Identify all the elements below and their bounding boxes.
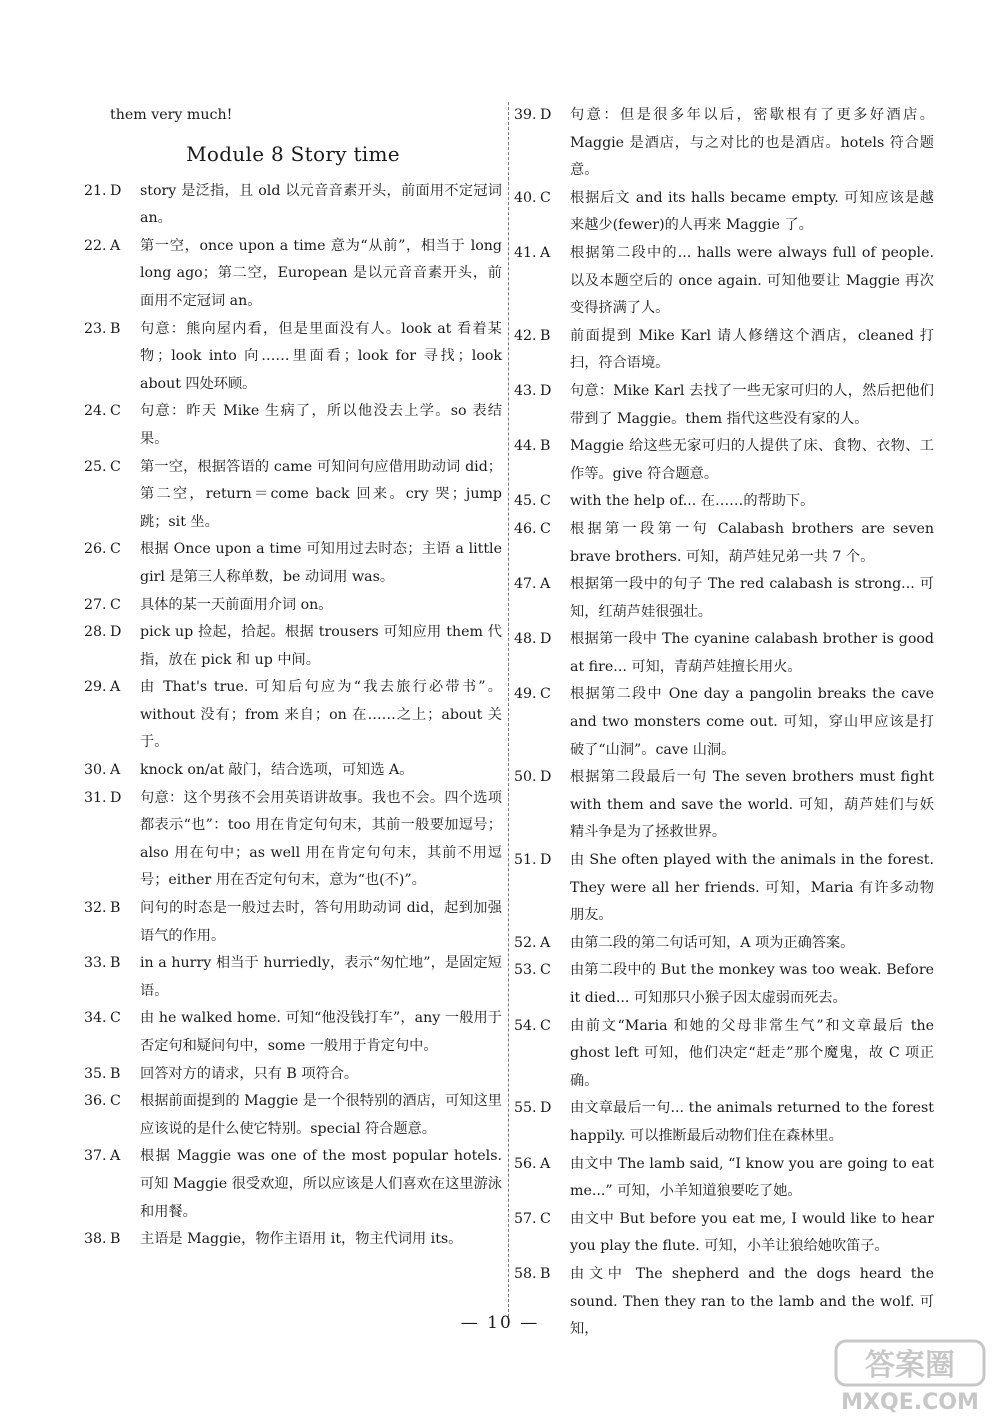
question-number: 27. xyxy=(84,596,107,613)
question-number: 24. xyxy=(84,403,107,420)
answer-item xyxy=(514,1151,934,1206)
answer-item xyxy=(84,785,502,895)
answer-letter: B xyxy=(110,320,121,337)
explanation-text: 主语是 Maggie，物作主语用 it，物主代词用 its。 xyxy=(140,1231,463,1248)
answer-item xyxy=(84,398,502,453)
answer-item xyxy=(84,1226,502,1254)
explanation-text: 句意：但是很多年以后，密歇根有了更多好酒店。Maggie 是酒店，与之对比的也是酒店。hotels 符合题意。 xyxy=(570,107,934,179)
explanation-text: 根据后文 and its halls became empty. 可知应该是越来越少(fewer)的人再来 Maggie 了。 xyxy=(570,189,934,234)
answer-letter: C xyxy=(540,189,551,206)
explanation-text: 根据第二段中的... halls were always full of people. 以及本题空后的 once again. 可知他要让 Maggie 再次变得挤满了人。 xyxy=(570,244,934,317)
question-number: 41. xyxy=(514,244,537,261)
answer-letter: D xyxy=(110,182,122,199)
answer-item xyxy=(84,1088,502,1143)
question-number: 33. xyxy=(84,955,107,972)
explanation-text: 由文中 The lamb said, “I know you are going to eat me...” 可知，小羊知道狼要吃了她。 xyxy=(570,1155,934,1200)
answer-letter: C xyxy=(110,1093,121,1110)
answer-letter: C xyxy=(540,493,551,510)
answer-item xyxy=(84,536,502,591)
question-number: 50. xyxy=(514,769,537,786)
explanation-text: 句意：熊向屋内看，但是里面没有人。look at 看着某物；look into 向……里面看；look for 寻找；look about 四处环顾。 xyxy=(140,320,502,392)
question-number: 54. xyxy=(514,1017,537,1034)
page-number: — 10 — xyxy=(460,1313,540,1333)
answer-letter: A xyxy=(110,679,121,696)
answer-item xyxy=(84,757,502,785)
answer-letter: C xyxy=(110,403,121,420)
explanation-text: 前面提到 Mike Karl 请人修缮这个酒店，cleaned 打扫，符合语境。 xyxy=(570,327,934,372)
answer-item xyxy=(84,674,502,757)
answer-letter: B xyxy=(110,1231,121,1248)
answer-letter: D xyxy=(110,624,122,641)
explanation-text: 由 That's true. 可知后句应为“我去旅行必带书”。without 没有；from 来自；on 在……之上；about 关于。 xyxy=(140,679,502,751)
answer-letter: D xyxy=(540,631,552,648)
answer-letter: B xyxy=(540,1265,551,1282)
explanation-text: pick up 捡起，拾起。根据 trousers 可知应用 them 代指，放在 pick 和 up 中间。 xyxy=(140,624,502,668)
question-number: 34. xyxy=(84,1010,107,1027)
answer-letter: C xyxy=(540,962,551,979)
answer-letter: A xyxy=(110,1148,121,1165)
answer-item xyxy=(84,1061,502,1089)
answer-letter: C xyxy=(540,1210,551,1227)
right-column xyxy=(514,102,934,1344)
answer-item xyxy=(514,957,934,1012)
explanation-text: story 是泛指，且 old 以元音音素开头，前面用不定冠词 an。 xyxy=(140,182,502,227)
question-number: 25. xyxy=(84,458,107,475)
right-answer-list xyxy=(514,102,934,1344)
answer-item xyxy=(514,681,934,764)
answer-item xyxy=(84,1143,502,1226)
question-number: 23. xyxy=(84,320,107,337)
continuation-text: them very much! xyxy=(110,107,233,123)
explanation-text: 由前文“Maria 和她的父母非常生气”和文章最后 the ghost left 可知，他们决定“赶走”那个魔鬼，故 C 项正确。 xyxy=(570,1017,934,1089)
question-number: 28. xyxy=(84,624,107,641)
explanation-text: 根据第二段中 One day a pangolin breaks the cave and two monsters come out. 可知，穿山甲应该是打破了“山洞”。cave 山洞。 xyxy=(570,686,934,758)
answer-letter: D xyxy=(540,852,552,869)
question-number: 55. xyxy=(514,1100,537,1117)
explanation-text: Maggie 给这些无家可归的人提供了床、食物、衣物、工作等。give 符合题意。 xyxy=(570,438,934,482)
question-number: 44. xyxy=(514,438,537,455)
question-number: 51. xyxy=(514,852,537,869)
answer-item xyxy=(84,454,502,537)
explanation-text: 根据第一段中 The cyanine calabash brother is good at fire... 可知，青葫芦娃擅长用火。 xyxy=(570,631,934,675)
answer-letter: D xyxy=(540,107,552,123)
answer-item xyxy=(84,1005,502,1060)
explanation-text: 由文中 But before you eat me, I would like to hear you play the flute. 可知，小羊让狼给她吹笛子。 xyxy=(570,1210,934,1255)
watermark-logo-icon xyxy=(830,1337,990,1417)
explanation-text: 句意：昨天 Mike 生病了，所以他没去上学。so 表结果。 xyxy=(140,403,502,447)
answer-letter: C xyxy=(110,458,121,475)
question-number: 29. xyxy=(84,679,107,696)
question-number: 22. xyxy=(84,237,107,254)
question-number: 30. xyxy=(84,762,107,779)
answer-item xyxy=(84,619,502,674)
explanation-text: 由第二段的第二句话可知，A 项为正确答案。 xyxy=(570,934,855,951)
question-number: 56. xyxy=(514,1155,537,1172)
answer-letter: B xyxy=(540,327,551,344)
question-number: 38. xyxy=(84,1231,107,1248)
explanation-text: 根据第一段第一句 Calabash brothers are seven brave brothers. 可知，葫芦娃兄弟一共 7 个。 xyxy=(570,520,934,565)
explanation-text: 句意：这个男孩不会用英语讲故事。我也不会。四个选项都表示“也”：too 用在肯定句句末，其前一般要加逗号；also 用在句中；as well 用在肯定句句末，其前不用逗号；either 用在否定句句末，意为“也(不)”。 xyxy=(140,789,502,889)
question-number: 36. xyxy=(84,1093,107,1110)
explanation-text: in a hurry 相当于 hurriedly，表示“匆忙地”，是固定短语。 xyxy=(140,955,502,999)
explanation-text: 由文章最后一句... the animals returned to the forest happily. 可以推断最后动物们住在森林里。 xyxy=(570,1100,934,1144)
answer-letter: D xyxy=(540,769,552,786)
question-number: 35. xyxy=(84,1065,107,1082)
explanation-text: 由第二段中的 But the monkey was too weak. Before it died... 可知那只小猴子因太虚弱而死去。 xyxy=(570,962,934,1006)
answer-letter: B xyxy=(110,1065,121,1082)
answer-letter: A xyxy=(540,1155,551,1172)
answer-letter: D xyxy=(110,789,122,806)
answer-item xyxy=(84,895,502,950)
answer-item xyxy=(514,488,934,516)
explanation-text: 根据前面提到的 Maggie 是一个很特别的酒店，可知这里应该说的是什么使它特别。special 符合题意。 xyxy=(140,1093,502,1137)
question-number: 45. xyxy=(514,493,537,510)
watermark-bottom-text: MXQE.COM xyxy=(841,1390,979,1415)
question-number: 43. xyxy=(514,382,537,399)
question-number: 39. xyxy=(514,107,537,123)
answer-item xyxy=(514,433,934,488)
explanation-text: 根据 Once upon a time 可知用过去时态；主语 a little girl 是第三人称单数，be 动词用 was。 xyxy=(140,541,502,585)
answer-item xyxy=(514,185,934,240)
explanation-text: 第一空，根据答语的 came 可知问句应借用助动词 did；第二空，return＝come back 回来。cry 哭；jump 跳；sit 坐。 xyxy=(140,458,502,530)
answer-item xyxy=(514,930,934,958)
explanation-text: 句意：Mike Karl 去找了一些无家可归的人，然后把他们带到了 Maggie。them 指代这些没有家的人。 xyxy=(570,382,934,427)
answer-letter: C xyxy=(540,1017,551,1034)
question-number: 57. xyxy=(514,1210,537,1227)
explanation-text: with the help of... 在……的帮助下。 xyxy=(570,493,815,510)
answer-item xyxy=(84,178,502,233)
answer-letter: A xyxy=(110,237,121,254)
answer-letter: C xyxy=(110,596,121,613)
answer-item xyxy=(514,847,934,930)
answer-item xyxy=(84,950,502,1005)
answer-item xyxy=(514,1095,934,1150)
answer-item xyxy=(514,764,934,847)
answer-letter: D xyxy=(540,382,552,399)
explanation-text: 具体的某一天前面用介词 on。 xyxy=(140,596,333,613)
answer-item xyxy=(514,571,934,626)
answer-item xyxy=(84,233,502,316)
watermark-top-text: 答案圈 xyxy=(865,1348,955,1383)
question-number: 42. xyxy=(514,327,537,344)
explanation-text: 由 She often played with the animals in the forest. They were all her friends. 可知，Maria 有许多动物朋友。 xyxy=(570,852,934,924)
answer-item xyxy=(514,240,934,323)
question-number: 58. xyxy=(514,1265,537,1282)
explanation-text: 根据第一段中的句子 The red calabash is strong... 可知，红葫芦娃很强壮。 xyxy=(570,576,934,620)
answer-item xyxy=(514,102,934,185)
answer-letter: B xyxy=(540,438,551,455)
answer-letter: C xyxy=(540,686,551,703)
answer-item xyxy=(514,1206,934,1261)
answer-letter: C xyxy=(110,541,121,558)
question-number: 52. xyxy=(514,934,537,951)
explanation-text: 根据第二段最后一句 The seven brothers must fight with them and save the world. 可知，葫芦娃们与妖精斗争是为了拯救世界。 xyxy=(570,769,934,841)
answer-item xyxy=(84,316,502,399)
explanation-text: 由文中 The shepherd and the dogs heard the sound. Then they ran to the lamb and the wolf. 可知， xyxy=(570,1265,934,1338)
answer-letter: D xyxy=(540,1100,552,1117)
answer-item xyxy=(514,1013,934,1096)
left-column xyxy=(84,102,502,1254)
question-number: 21. xyxy=(84,182,107,199)
question-number: 32. xyxy=(84,900,107,917)
module-title: Module 8 Story time xyxy=(186,141,400,166)
answer-item xyxy=(514,323,934,378)
answer-letter: B xyxy=(110,900,121,917)
answer-letter: B xyxy=(110,955,121,972)
explanation-text: 回答对方的请求，只有 B 项符合。 xyxy=(140,1065,359,1082)
explanation-text: 由 he walked home. 可知“他没钱打车”，any 一般用于否定句和疑问句中，some 一般用于肯定句中。 xyxy=(140,1010,502,1054)
answer-item xyxy=(84,592,502,620)
explanation-text: 第一空，once upon a time 意为“从前”，相当于 long long ago；第二空，European 是以元音音素开头，前面用不定冠词 an。 xyxy=(140,237,502,309)
explanation-text: knock on/at 敲门，结合选项，可知选 A。 xyxy=(140,762,414,779)
answer-item xyxy=(514,378,934,433)
question-number: 46. xyxy=(514,520,537,537)
answer-letter: A xyxy=(110,762,121,779)
question-number: 47. xyxy=(514,576,537,593)
question-number: 26. xyxy=(84,541,107,558)
question-number: 37. xyxy=(84,1148,107,1165)
left-answer-list xyxy=(84,178,502,1254)
question-number: 49. xyxy=(514,686,537,703)
explanation-text: 问句的时态是一般过去时，答句用助动词 did，起到加强语气的作用。 xyxy=(140,900,502,944)
question-number: 48. xyxy=(514,631,537,648)
answer-letter: A xyxy=(540,576,551,593)
answer-letter: A xyxy=(540,244,551,261)
answer-item xyxy=(514,626,934,681)
question-number: 31. xyxy=(84,789,107,806)
explanation-text: 根据 Maggie was one of the most popular hotels. 可知 Maggie 很受欢迎，所以应该是人们喜欢在这里游泳和用餐。 xyxy=(140,1148,502,1220)
question-number: 53. xyxy=(514,962,537,979)
answer-item xyxy=(514,516,934,571)
question-number: 40. xyxy=(514,189,537,206)
answer-letter: C xyxy=(540,520,551,537)
answer-letter: A xyxy=(540,934,551,951)
column-divider xyxy=(508,102,509,1317)
answer-letter: C xyxy=(110,1010,121,1027)
